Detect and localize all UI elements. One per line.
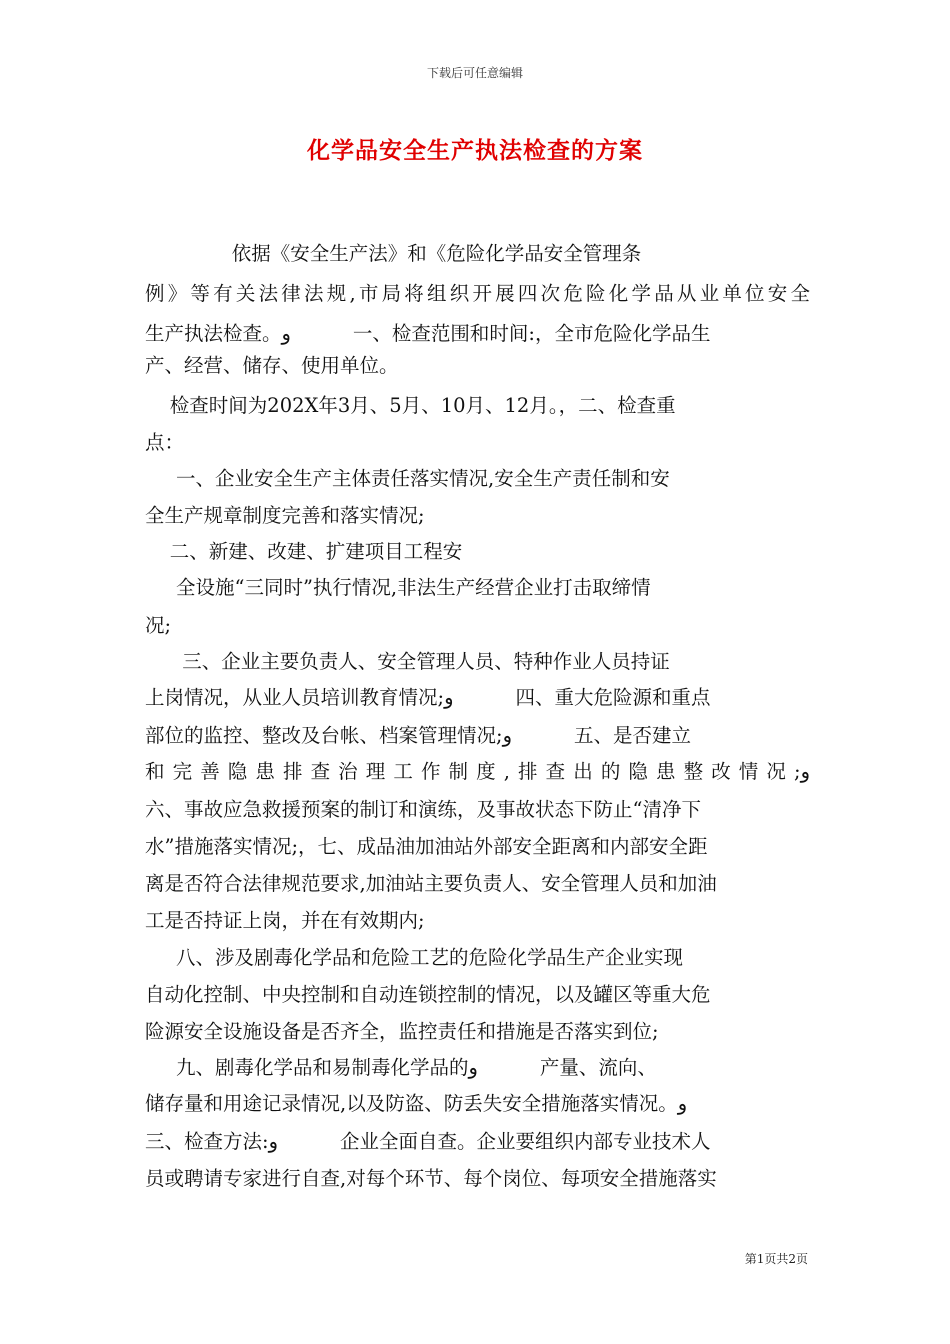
body-line: 全生产规章制度完善和落实情况;	[145, 504, 425, 527]
body-line: 点：	[145, 431, 185, 454]
body-line: 产、经营、储存、使用单位。	[145, 354, 399, 377]
body-line: 员或聘请专家进行自查,对每个环节、每个岗位、每项安全措施落实	[145, 1167, 717, 1190]
body-line: 六、事故应急救援预案的制订和演练，及事故状态下防止“清净下	[145, 798, 701, 821]
body-line: 检查时间为202X年3月、5月、10月、12月。，二、检查重	[145, 394, 676, 417]
body-line: 八、涉及剧毒化学品和危险工艺的危险化学品生产企业实现	[145, 946, 683, 969]
body-line: 工是否持证上岗，并在有效期内;	[145, 909, 425, 932]
body-line: 险源安全设施设备是否齐全，监控责任和措施是否落实到位;	[145, 1020, 659, 1043]
body-line: 三、企业主要负责人、安全管理人员、特种作业人员持证	[145, 650, 670, 673]
body-line: 例》等有关法律法规,市局将组织开展四次危险化学品从业单位安全	[145, 282, 810, 305]
body-line: 九、剧毒化学品和易制毒化学品的و 产量、流向、	[145, 1056, 657, 1079]
body-line: 三、检查方法:و 企业全面自查。企业要组织内部专业技术人	[145, 1130, 711, 1153]
body-line: 储存量和用途记录情况,以及防盗、防丢失安全措施落实情况。و	[145, 1092, 688, 1115]
body-line: 离是否符合法律规范要求,加油站主要负责人、安全管理人员和加油	[145, 872, 717, 895]
body-line: 况;	[145, 614, 172, 637]
body-line: 自动化控制、中央控制和自动连锁控制的情况，以及罐区等重大危	[145, 983, 711, 1006]
body-line: 二、新建、改建、扩建项目工程安	[145, 540, 463, 563]
body-line: 和完善隐患排查治理工作制度,排查出的隐患整改情况;و	[145, 760, 810, 783]
page-number: 第1页共2页	[744, 1252, 808, 1266]
body-line: 部位的监控、整改及台帐、档案管理情况;و 五、是否建立	[145, 724, 691, 747]
body-line: 一、企业安全生产主体责任落实情况,安全生产责任制和安	[145, 467, 670, 490]
page-header: 下载后可任意编辑	[426, 66, 523, 80]
body-line: 生产执法检查。و 一、检查范围和时间:，全市危险化学品生	[145, 322, 711, 345]
body-line: 全设施“三同时”执行情况,非法生产经营企业打击取缔情	[145, 576, 651, 599]
body-line: 依据《安全生产法》和《危险化学品安全管理条	[145, 242, 642, 265]
document-title: 化学品安全生产执法检查的方案	[307, 137, 643, 164]
body-line: 水”措施落实情况;，七、成品油加油站外部安全距离和内部安全距	[145, 835, 708, 858]
body-line: 上岗情况，从业人员培训教育情况;و 四、重大危险源和重点	[145, 686, 711, 709]
